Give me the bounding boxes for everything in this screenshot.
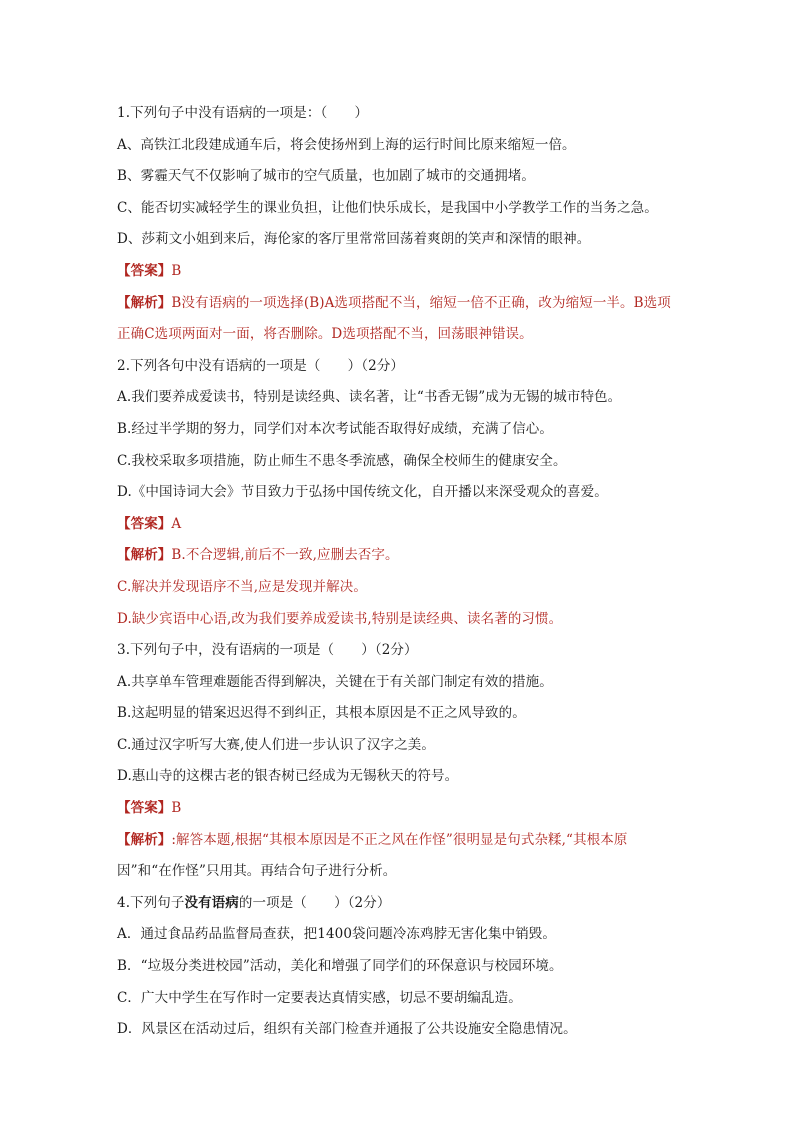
q4-option-b: B．“垃圾分类进校园”活动，美化和增强了同学们的环保意识与校园环境。	[117, 958, 563, 975]
q3-stem: 3.下列句子中，没有语病的一项是（ ）（2分）	[117, 642, 418, 659]
analysis-tag: 【解析】	[117, 294, 172, 311]
answer-value: B	[171, 800, 182, 817]
analysis-tag: 【解析】	[117, 547, 172, 564]
q1-option-a: A、高铁江北段建成通车后，将会使扬州到上海的运行时间比原来缩短一倍。	[117, 136, 576, 153]
q4-stem-pre: 4.下列句子	[117, 894, 185, 911]
q1-option-d: D、莎莉文小姐到来后，海伦家的客厅里常常回荡着爽朗的笑声和深情的眼神。	[117, 231, 591, 248]
q1-answer	[117, 256, 687, 288]
q1-analysis-line2: 正确C选项两面对一面，将否删除。D选项搭配不当，回荡眼神错误。	[117, 326, 533, 343]
q4-stem-bold: 没有语病	[184, 894, 239, 911]
answer-value: B	[171, 262, 182, 279]
q4-stem-post: 的一项是（ ）（2分）	[238, 894, 391, 911]
q2-analysis-line1	[117, 540, 687, 572]
q2-stem: 2.下列各句中没有语病的一项是（ ）（2分）	[117, 357, 405, 374]
q2-analysis-line3: D.缺少宾语中心语,改为我们要养成爱读书,特别是读经典、读名著的习惯。	[117, 610, 563, 627]
q3-option-b: B.这起明显的错案迟迟得不到纠正，其根本原因是不正之风导致的。	[117, 705, 526, 722]
q3-option-d: D.惠山寺的这棵古老的银杏树已经成为无锡秋天的符号。	[117, 768, 459, 785]
answer-value: A	[171, 515, 182, 532]
q1-analysis-line1	[117, 288, 687, 320]
q1-stem: 1.下列句子中没有语病的一项是：（ ）	[117, 105, 369, 121]
q3-analysis-line2: 因”和“在作怪”只用其。再结合句子进行分析。	[117, 863, 397, 880]
q3-option-a: A.共享单车管理难题能否得到解决，关键在于有关部门制定有效的措施。	[117, 673, 553, 690]
q1-option-b: B、雾霾天气不仅影响了城市的空气质量，也加剧了城市的交通拥堵。	[117, 168, 536, 185]
q3-analysis-line1	[117, 825, 687, 857]
q2-option-d: D.《中国诗词大会》节目致力于弘扬中国传统文化，自开播以来深受观众的喜爱。	[117, 484, 608, 501]
q4-option-d: D．风景区在活动过后，组织有关部门检查并通报了公共设施安全隐患情况。	[117, 1021, 577, 1038]
analysis-text: :解答本题,根据“其根本原因是不正之风在作怪”很明显是句式杂糅,“其根本原	[171, 831, 628, 848]
q4-stem	[117, 888, 687, 920]
q4-option-c: C．广大中学生在写作时一定要表达真情实感，切忌不要胡编乱造。	[117, 989, 522, 1006]
q2-option-a: A.我们要养成爱读书，特别是读经典、读名著，让“书香无锡”成为无锡的城市特色。	[117, 389, 622, 406]
q2-analysis-line2: C.解决并发现语序不当,应是发现并解决。	[117, 578, 367, 595]
analysis-text: B没有语病的一项选择(B)A选项搭配不当，缩短一倍不正确，改为缩短一半。B选项	[171, 294, 671, 311]
q4-option-a: A．通过食品药品监督局查获，把1400袋问题冷冻鸡脖无害化集中销毁。	[117, 926, 557, 943]
answer-tag: 【答案】	[117, 262, 172, 279]
answer-tag: 【答案】	[117, 800, 172, 817]
q2-option-b: B.经过半学期的努力，同学们对本次考试能否取得好成绩，充满了信心。	[117, 420, 554, 437]
answer-tag: 【答案】	[117, 515, 172, 532]
analysis-tag: 【解析】	[117, 831, 172, 848]
q2-answer	[117, 509, 687, 541]
q1-option-c: C、能否切实减轻学生的课业负担，让他们快乐成长，是我国中小学教学工作的当务之急。	[117, 199, 658, 216]
q3-answer	[117, 793, 687, 825]
analysis-text: B.不合逻辑,前后不一致,应删去否字。	[171, 547, 399, 564]
document-body	[117, 98, 687, 1046]
q3-option-c: C.通过汉字听写大赛,使人们进一步认识了汉字之美。	[117, 736, 435, 753]
q2-option-c: C.我校采取多项措施，防止师生不患冬季流感，确保全校师生的健康安全。	[117, 452, 567, 469]
